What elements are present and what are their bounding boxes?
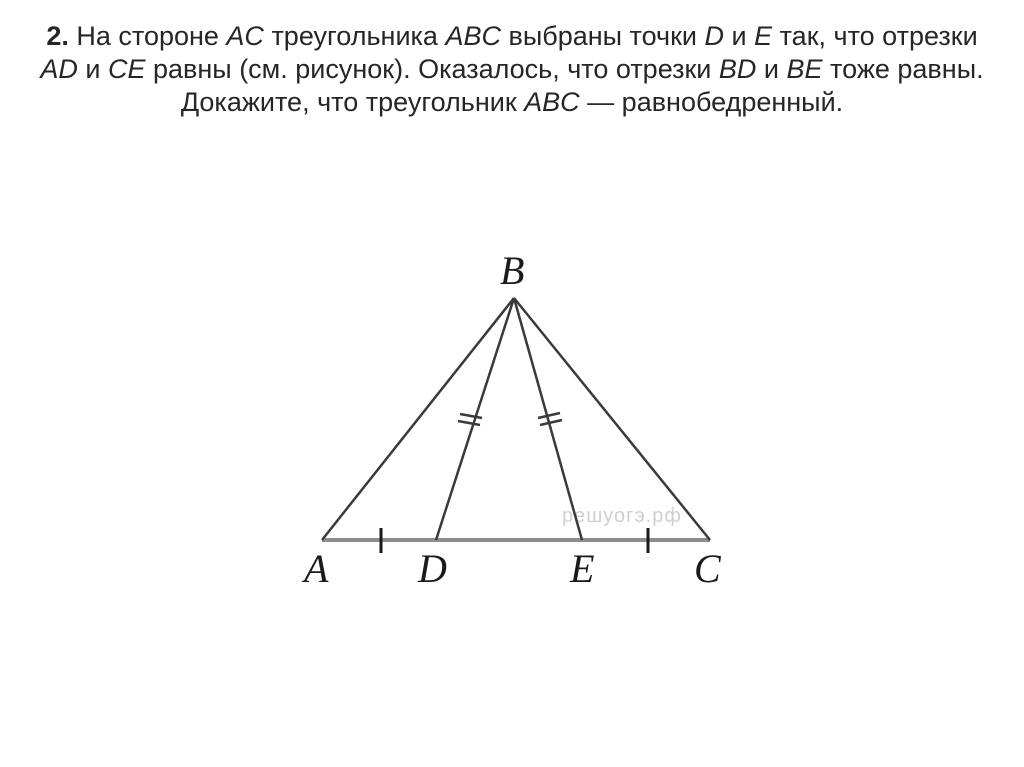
text-segment: и bbox=[724, 21, 755, 51]
var-ad: AD bbox=[40, 54, 78, 84]
side-bc bbox=[514, 298, 710, 540]
var-bd: BD bbox=[718, 54, 757, 84]
text-segment: так, что отрезки bbox=[772, 21, 978, 51]
var-be: BE bbox=[786, 54, 823, 84]
text-segment: и bbox=[756, 54, 787, 84]
tick-marks-be bbox=[538, 413, 562, 425]
text-segment: и bbox=[77, 54, 108, 84]
label-c: C bbox=[694, 546, 721, 591]
segment-be bbox=[514, 298, 582, 540]
text-segment: треугольника bbox=[263, 21, 446, 51]
problem-number: 2. bbox=[46, 21, 69, 51]
triangle-figure bbox=[300, 240, 740, 600]
triangle-diagram bbox=[300, 240, 740, 600]
watermark-text: решуогэ.рф bbox=[562, 505, 682, 527]
var-e: E bbox=[754, 21, 773, 51]
label-a: A bbox=[304, 546, 329, 591]
side-ab bbox=[322, 298, 514, 540]
var-abc: ABC bbox=[445, 21, 501, 51]
text-segment: выбраны точки bbox=[500, 21, 705, 51]
var-ac: AC bbox=[226, 21, 264, 51]
label-b: B bbox=[500, 248, 525, 293]
var-ce: CE bbox=[107, 54, 146, 84]
problem-text bbox=[40, 20, 984, 119]
var-d: D bbox=[704, 21, 724, 51]
text-segment: — равнобедренный. bbox=[579, 87, 844, 117]
tick-marks-bd bbox=[458, 414, 482, 425]
text-segment: тоже равны. Докажите, что треугольник bbox=[180, 54, 984, 117]
label-d: D bbox=[418, 546, 447, 591]
text-segment: равны (см. рисунок). Оказалось, что отрезки bbox=[145, 54, 719, 84]
label-e: E bbox=[570, 546, 595, 591]
segment-bd bbox=[436, 298, 514, 540]
text-segment: На стороне bbox=[68, 21, 227, 51]
var-abc-2: ABC bbox=[524, 87, 580, 117]
